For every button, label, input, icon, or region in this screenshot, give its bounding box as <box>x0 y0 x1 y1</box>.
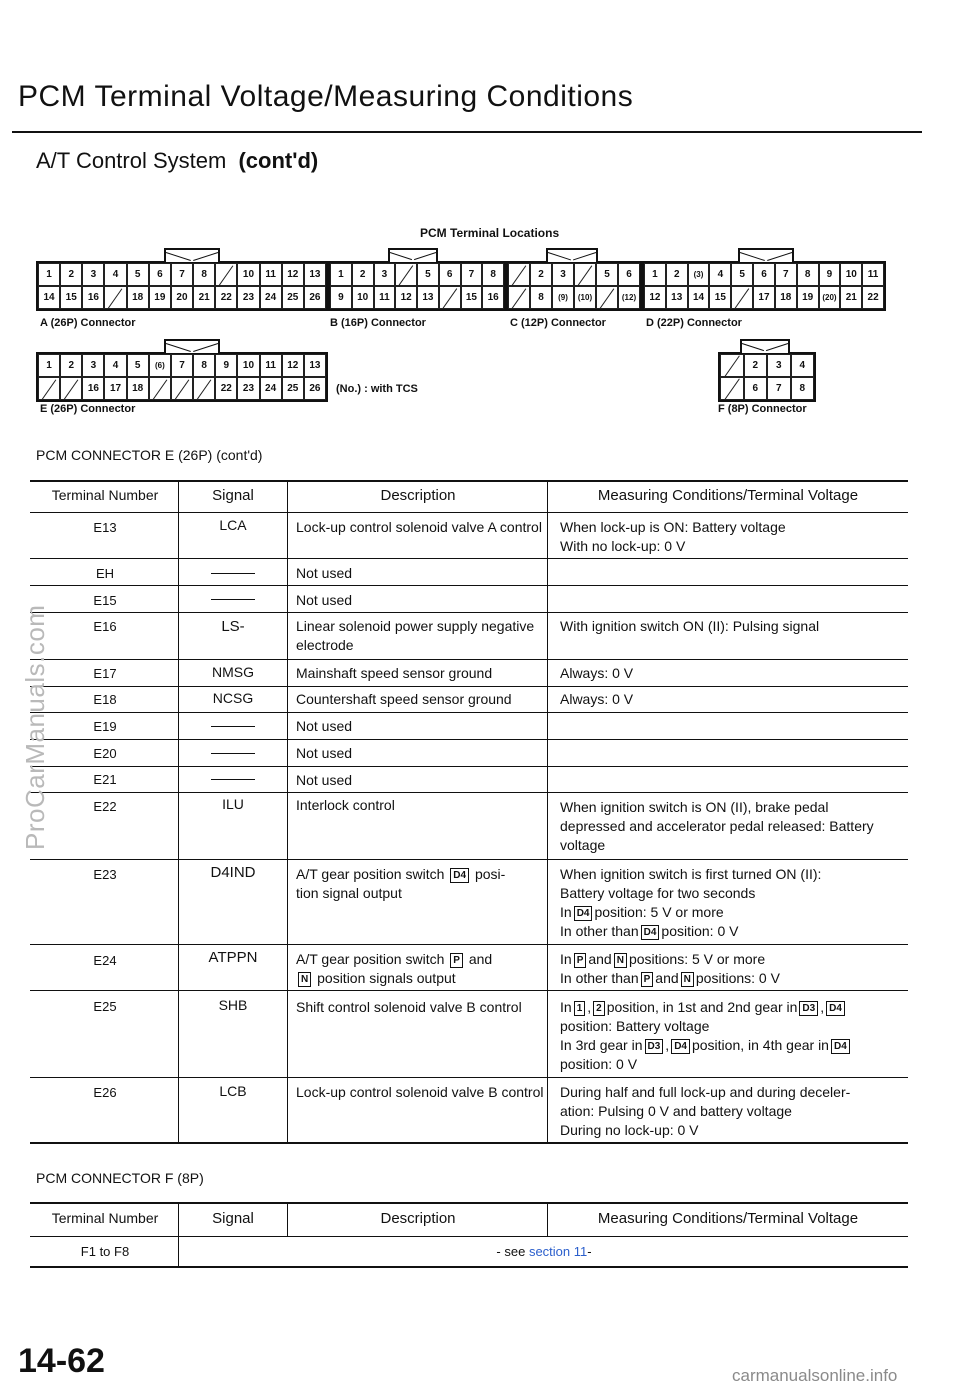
pin-cell: 6 <box>618 263 640 286</box>
terminal-eh: EH <box>95 566 115 581</box>
meas-line <box>560 969 910 988</box>
pin-cell: 17 <box>753 286 775 309</box>
pin-cell: 9 <box>330 286 352 309</box>
meas-line: When ignition switch is first turned ON (II): <box>560 866 822 882</box>
header-signal: Signal <box>212 487 254 504</box>
table-f-bottom-rule <box>30 1266 908 1268</box>
pin-cell: 11 <box>374 286 396 309</box>
pin-cell: 10 <box>352 286 374 309</box>
pin-cell: 8 <box>482 263 504 286</box>
desc-e13: Lock-up control solenoid valve A control <box>296 519 542 535</box>
connector-f <box>718 352 816 402</box>
col-divider <box>287 1202 288 1236</box>
pin-cell: 3 <box>82 263 104 286</box>
desc-e26: Lock-up control solenoid valve B control <box>296 1084 544 1100</box>
pin-cell: 18 <box>127 377 149 400</box>
section-11-link[interactable]: section 11 <box>528 1244 588 1259</box>
meas-text: position, in 1st and 2nd gear in <box>606 999 798 1015</box>
pin-cell: 24 <box>260 377 282 400</box>
meas-line <box>560 903 910 922</box>
signal-atppn: ATPPN <box>208 949 258 966</box>
meas-line: Battery voltage for two seconds <box>560 885 756 901</box>
pin-cell: 16 <box>482 286 504 309</box>
signal-dash <box>183 589 283 608</box>
p-position-icon: P <box>450 953 463 968</box>
pin-cell: 18 <box>127 286 149 309</box>
unused-pin-cell <box>104 286 126 309</box>
pin-cell: 26 <box>304 286 326 309</box>
pin-cell: 3 <box>552 263 574 286</box>
meas-text: In other than <box>560 970 639 986</box>
connector-f-title: PCM CONNECTOR F (8P) <box>36 1170 204 1186</box>
pin-cell: 8 <box>193 263 215 286</box>
pin-cell: 18 <box>775 286 797 309</box>
signal-dash <box>183 743 283 762</box>
pin-cell: 21 <box>193 286 215 309</box>
row-rule <box>30 739 908 740</box>
pin-cell: 13 <box>304 263 326 286</box>
terminal-e20: E20 <box>93 746 117 761</box>
terminal-e21: E21 <box>93 772 117 787</box>
table-e-top-rule <box>30 480 908 482</box>
pin-cell: 17 <box>104 377 126 400</box>
pin-cell: 16 <box>82 377 104 400</box>
meas-text: and <box>655 970 679 986</box>
pin-cell: 4 <box>791 354 815 377</box>
meas-e25 <box>560 998 910 1074</box>
connector-e <box>36 352 328 402</box>
pin-cell: 11 <box>862 263 884 286</box>
pin-cell: 15 <box>60 286 82 309</box>
n-position-icon: N <box>298 972 311 987</box>
header-description: Description <box>380 1210 456 1227</box>
header-terminal: Terminal Number <box>51 487 159 503</box>
meas-line <box>560 950 910 969</box>
meas-e22: When ignition switch is ON (II), brake pedal depressed and accelerator pedal released: Battery voltage <box>560 799 874 853</box>
row-rule <box>30 1077 908 1078</box>
pin-cell: 22 <box>215 377 237 400</box>
p-position-icon: P <box>641 972 654 987</box>
meas-text: , <box>820 999 825 1015</box>
pin-cell: 26 <box>304 377 326 400</box>
pin-cell: 2 <box>60 263 82 286</box>
desc-text: position signals output <box>317 970 456 986</box>
pin-cell: 5 <box>596 263 618 286</box>
pin-cell: 14 <box>688 286 710 309</box>
unused-pin-cell <box>215 263 237 286</box>
desc-e20: Not used <box>296 745 353 761</box>
unused-pin-cell <box>395 263 417 286</box>
pin-cell: 11 <box>260 354 282 377</box>
pin-cell: 5 <box>731 263 753 286</box>
signal-ilu: ILU <box>222 796 244 812</box>
pin-cell: 10 <box>237 263 259 286</box>
section-subtitle <box>36 148 318 174</box>
unused-pin-cell <box>508 286 530 309</box>
pin-cell: 5 <box>127 263 149 286</box>
pin-cell: 12 <box>644 286 666 309</box>
table-e-header-rule <box>30 512 908 513</box>
pin-cell: 4 <box>104 263 126 286</box>
row-rule <box>30 659 908 660</box>
meas-text: positions: 5 V or more <box>628 951 766 967</box>
meas-text: position, in 4th gear in <box>691 1037 829 1053</box>
pin-cell: 1 <box>38 263 60 286</box>
pin-cell: 21 <box>840 286 862 309</box>
connector-label: E (26P) Connector <box>40 403 136 415</box>
connector-latch <box>738 248 794 262</box>
terminal-e22: E22 <box>93 799 117 814</box>
meas-text: In <box>560 951 572 967</box>
meas-text: , <box>665 1037 670 1053</box>
connector-label: A (26P) Connector <box>40 317 136 329</box>
pin-cell: (12) <box>618 286 640 309</box>
header-measuring: Measuring Conditions/Terminal Voltage <box>597 1210 859 1227</box>
desc-e24 <box>296 950 546 988</box>
desc-e17: Mainshaft speed sensor ground <box>296 665 493 681</box>
pin-cell: 1 <box>330 263 352 286</box>
signal-ls: LS- <box>221 618 245 635</box>
desc-text: and <box>468 951 493 967</box>
row-rule <box>30 766 908 767</box>
subtitle-cont: (cont'd) <box>238 148 319 173</box>
pin-cell: 11 <box>260 263 282 286</box>
signal-dash <box>183 716 283 735</box>
connector-b <box>328 261 506 311</box>
pin-cell: (6) <box>149 354 171 377</box>
header-terminal: Terminal Number <box>51 1210 159 1226</box>
pin-cell: 16 <box>82 286 104 309</box>
connector-latch <box>164 248 220 262</box>
connector-latch <box>546 248 598 262</box>
pin-cell: 23 <box>237 286 259 309</box>
pin-cell: 2 <box>744 354 768 377</box>
desc-eh: Not used <box>296 565 353 581</box>
signal-dash <box>183 769 283 788</box>
pin-cell: 7 <box>461 263 483 286</box>
terminal-e16: E16 <box>93 619 117 634</box>
pin-cell: 22 <box>862 286 884 309</box>
subtitle-main: A/T Control System <box>36 148 227 173</box>
desc-e19: Not used <box>296 718 353 734</box>
unused-pin-cell <box>574 263 596 286</box>
pin-cell: 3 <box>374 263 396 286</box>
pin-cell: 23 <box>237 377 259 400</box>
row-rule <box>30 990 908 991</box>
row-rule <box>30 944 908 945</box>
pin-cell: 24 <box>260 286 282 309</box>
meas-line: position: 0 V <box>560 1056 638 1072</box>
pin-cell: 25 <box>282 286 304 309</box>
desc-text: A/T gear position switch <box>296 951 445 967</box>
pin-cell: (10) <box>574 286 596 309</box>
pin-cell: 2 <box>530 263 552 286</box>
desc-e18: Countershaft speed sensor ground <box>296 691 512 707</box>
row-rule <box>30 612 908 613</box>
row-rule <box>30 712 908 713</box>
col-divider <box>287 480 288 1142</box>
pin-cell: 13 <box>666 286 688 309</box>
connector-c <box>506 261 642 311</box>
see-text: - see <box>496 1244 526 1259</box>
position-2-icon: 2 <box>593 1001 605 1016</box>
signal-ncsg: NCSG <box>212 690 254 706</box>
pin-cell: 8 <box>791 377 815 400</box>
connector-latch <box>740 339 790 353</box>
connector-e-title: PCM CONNECTOR E (26P) (cont'd) <box>36 447 263 463</box>
meas-text: In <box>560 904 572 920</box>
meas-text: position: 5 V or more <box>594 904 724 920</box>
title-rule <box>12 131 922 133</box>
pin-cell: 6 <box>439 263 461 286</box>
pin-cell: (9) <box>552 286 574 309</box>
unused-pin-cell <box>439 286 461 309</box>
terminal-e17: E17 <box>93 666 117 681</box>
connector-label: D (22P) Connector <box>646 317 742 329</box>
terminal-e13: E13 <box>93 520 117 535</box>
terminal-locations-title: PCM Terminal Locations <box>420 226 560 240</box>
row-rule <box>30 558 908 559</box>
tcs-note: (No.) : with TCS <box>336 383 418 395</box>
meas-e16: With ignition switch ON (II): Pulsing signal <box>560 618 820 634</box>
pin-cell: 15 <box>709 286 731 309</box>
header-signal: Signal <box>212 1210 254 1227</box>
pin-cell: (20) <box>819 286 841 309</box>
pin-cell: 5 <box>127 354 149 377</box>
d4-position-icon: D4 <box>831 1039 850 1054</box>
unused-pin-cell <box>596 286 618 309</box>
connector-label: F (8P) Connector <box>718 403 807 415</box>
header-description: Description <box>380 487 456 504</box>
pin-cell: 14 <box>38 286 60 309</box>
row-rule <box>30 585 908 586</box>
pin-cell: 6 <box>149 263 171 286</box>
meas-text: In other than <box>560 923 639 939</box>
desc-e21: Not used <box>296 772 353 788</box>
signal-shb: SHB <box>218 997 248 1013</box>
side-watermark: ProCarManuals.com <box>20 604 50 850</box>
row-rule <box>30 792 908 793</box>
pin-cell: 7 <box>171 263 193 286</box>
pin-cell: 4 <box>104 354 126 377</box>
terminal-e25: E25 <box>93 999 117 1014</box>
meas-e17: Always: 0 V <box>560 665 634 681</box>
d4-position-icon: D4 <box>826 1001 845 1016</box>
meas-text: In <box>560 999 572 1015</box>
table-f-header-rule <box>30 1236 908 1237</box>
desc-text: tion signal output <box>296 885 402 901</box>
unused-pin-cell <box>720 354 744 377</box>
pin-cell: 12 <box>282 263 304 286</box>
pin-cell: 19 <box>149 286 171 309</box>
pin-cell: 7 <box>171 354 193 377</box>
p-position-icon: P <box>574 953 587 968</box>
desc-e23 <box>296 865 546 903</box>
terminal-e18: E18 <box>93 692 117 707</box>
pin-cell: 2 <box>60 354 82 377</box>
pin-cell: 1 <box>644 263 666 286</box>
meas-line: position: Battery voltage <box>560 1018 710 1034</box>
desc-e16: Linear solenoid power supply negative electrode <box>296 618 535 653</box>
bottom-watermark: carmanualsonline.info <box>732 1366 898 1385</box>
unused-pin-cell <box>149 377 171 400</box>
meas-e13: When lock-up is ON: Battery voltage With no lock-up: 0 V <box>560 519 786 554</box>
table-e-bottom-rule <box>30 1142 908 1144</box>
see-section-reference <box>180 1242 908 1261</box>
connector-a <box>36 261 328 311</box>
meas-line <box>560 1036 910 1055</box>
meas-text: , <box>587 999 592 1015</box>
unused-pin-cell <box>60 377 82 400</box>
desc-e15: Not used <box>296 592 353 608</box>
signal-d4ind: D4IND <box>210 864 256 881</box>
page-number: 14-62 <box>18 1342 105 1380</box>
signal-lcb: LCB <box>219 1083 247 1099</box>
terminal-e15: E15 <box>93 593 117 608</box>
meas-text: and <box>588 951 612 967</box>
meas-line <box>560 998 910 1017</box>
pin-cell: 20 <box>171 286 193 309</box>
terminal-e24: E24 <box>93 953 117 968</box>
pin-cell: 12 <box>282 354 304 377</box>
desc-e22: Interlock control <box>296 797 395 813</box>
pin-cell: 19 <box>797 286 819 309</box>
table-f-top-rule <box>30 1202 908 1204</box>
desc-text: posi- <box>474 866 506 882</box>
pin-cell: 6 <box>753 263 775 286</box>
meas-e24 <box>560 950 910 988</box>
meas-text: position: 0 V <box>661 923 739 939</box>
pin-cell: 13 <box>304 354 326 377</box>
header-measuring: Measuring Conditions/Terminal Voltage <box>597 487 859 504</box>
terminal-e19: E19 <box>93 719 117 734</box>
pin-cell: 3 <box>82 354 104 377</box>
d3-position-icon: D3 <box>645 1039 664 1054</box>
terminal-f1-f8: F1 to F8 <box>80 1244 130 1259</box>
pin-cell: (3) <box>688 263 710 286</box>
pin-cell: 8 <box>530 286 552 309</box>
meas-line <box>560 922 910 941</box>
desc-e25: Shift control solenoid valve B control <box>296 999 522 1015</box>
d4-position-icon: D4 <box>574 906 593 921</box>
pin-cell: 9 <box>215 354 237 377</box>
n-position-icon: N <box>614 953 627 968</box>
signal-nmsg: NMSG <box>212 664 254 680</box>
meas-e18: Always: 0 V <box>560 691 634 707</box>
connector-label: B (16P) Connector <box>330 317 426 329</box>
terminal-e23: E23 <box>93 867 117 882</box>
meas-e23 <box>560 865 910 941</box>
connector-label: C (12P) Connector <box>510 317 606 329</box>
pin-cell: 9 <box>819 263 841 286</box>
d4-position-icon: D4 <box>641 925 660 940</box>
pin-cell: 8 <box>193 354 215 377</box>
meas-text: In 3rd gear in <box>560 1037 643 1053</box>
connector-latch <box>164 339 220 353</box>
pin-cell: 13 <box>417 286 439 309</box>
terminal-e26: E26 <box>93 1085 117 1100</box>
pin-cell: 6 <box>744 377 768 400</box>
pin-cell: 1 <box>38 354 60 377</box>
meas-e26: During half and full lock-up and during deceler- ation: Pulsing 0 V and battery voltage During no lock-up: 0 V <box>560 1084 851 1138</box>
row-rule <box>30 686 908 687</box>
see-text: - <box>587 1244 592 1259</box>
page-title: PCM Terminal Voltage/Measuring Conditions <box>18 80 634 113</box>
pin-cell: 7 <box>767 377 791 400</box>
signal-dash <box>183 563 283 582</box>
n-position-icon: N <box>681 972 694 987</box>
position-1-icon: 1 <box>574 1001 586 1016</box>
pin-cell: 25 <box>282 377 304 400</box>
unused-pin-cell <box>171 377 193 400</box>
d4-position-icon: D4 <box>450 868 469 883</box>
pin-cell: 22 <box>215 286 237 309</box>
pin-cell: 7 <box>775 263 797 286</box>
unused-pin-cell <box>38 377 60 400</box>
pin-cell: 15 <box>461 286 483 309</box>
connector-d <box>642 261 886 311</box>
pin-cell: 2 <box>352 263 374 286</box>
desc-text: A/T gear position switch <box>296 866 445 882</box>
pin-cell: 8 <box>797 263 819 286</box>
connector-latch <box>388 248 438 262</box>
unused-pin-cell <box>731 286 753 309</box>
col-divider <box>547 480 548 1142</box>
d4-position-icon: D4 <box>671 1039 690 1054</box>
col-divider <box>547 1202 548 1236</box>
pin-cell: 2 <box>666 263 688 286</box>
unused-pin-cell <box>720 377 744 400</box>
pin-cell: 10 <box>840 263 862 286</box>
d3-position-icon: D3 <box>799 1001 818 1016</box>
unused-pin-cell <box>193 377 215 400</box>
pin-cell: 4 <box>709 263 731 286</box>
pin-cell: 10 <box>237 354 259 377</box>
pin-cell: 12 <box>395 286 417 309</box>
pin-cell: 3 <box>767 354 791 377</box>
meas-text: positions: 0 V <box>695 970 780 986</box>
unused-pin-cell <box>508 263 530 286</box>
signal-lca: LCA <box>219 517 247 533</box>
pin-cell: 5 <box>417 263 439 286</box>
row-rule <box>30 859 908 860</box>
